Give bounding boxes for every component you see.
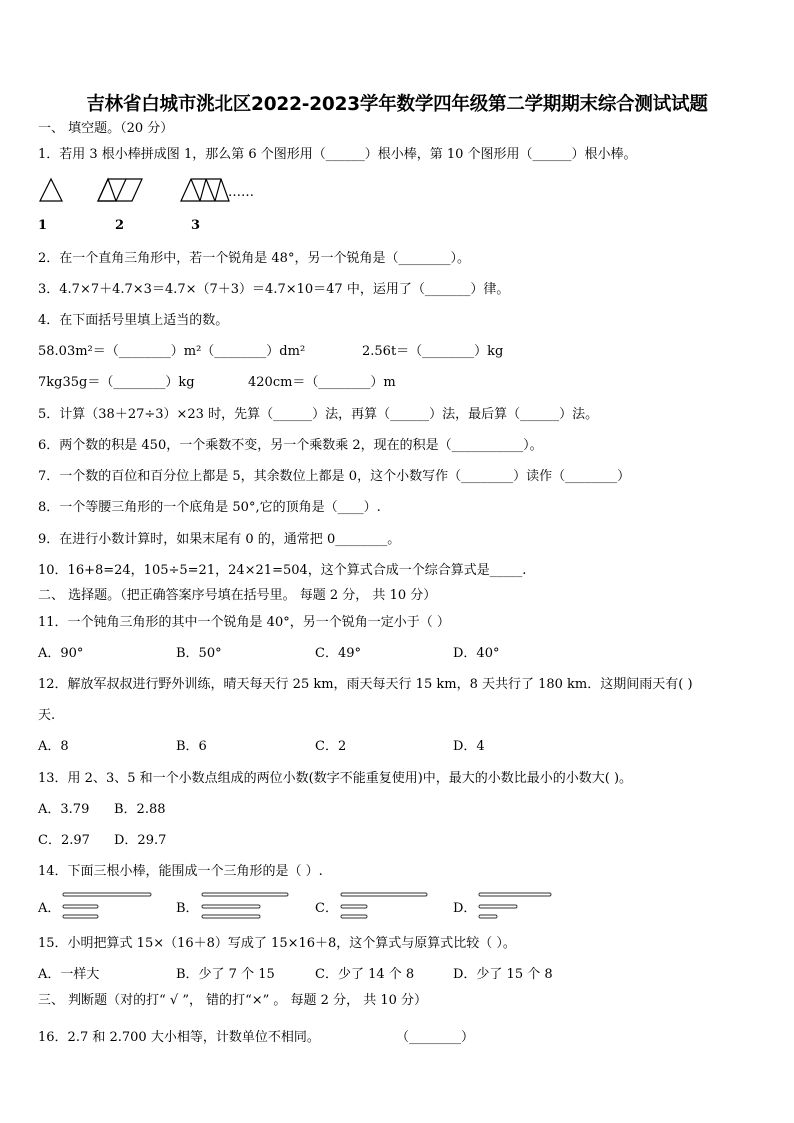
q11-option-a: A．90°: [38, 646, 84, 661]
figure-1-triangle: [40, 179, 62, 201]
question-12: 12．解放军叔叔进行野外训练，晴天每天行 25 km，雨天每天行 15 km，8 天共行了 180 km．这期间雨天有( ): [38, 677, 693, 692]
stick-c-3: [341, 915, 367, 918]
question-13: 13．用 2、3、5 和一个小数点组成的两位小数(数字不能重复使用)中，最大的小数比最小的小数大( )。: [38, 771, 633, 786]
q14-option-a: A．: [38, 901, 61, 916]
q14-option-b: B．: [176, 901, 199, 916]
question-9: 9．在进行小数计算时，如果末尾有 0 的，通常把 0________。: [38, 532, 401, 547]
q11-option-d: D．40°: [453, 646, 500, 661]
stick-c-2: [341, 905, 367, 908]
q15-option-d: D．少了 15 个 8: [453, 967, 553, 982]
question-14: 14．下面三根小棒，能围成一个三角形的是（ ）.: [38, 864, 323, 879]
question-10: 10．16+8=24，105÷5=21，24×21=504，这个算式合成一个综合算式是_____.: [38, 563, 527, 578]
question-5: 5．计算（38＋27÷3）×23 时，先算（______）法，再算（______）法，最后算（______）法。: [38, 407, 599, 422]
stick-a-3: [63, 915, 98, 918]
stick-a-1: [63, 893, 151, 896]
question-4-row-1a: 58.03m²＝（________）m²（________）dm²: [38, 344, 306, 359]
question-6: 6．两个数的积是 450，一个乘数不变，另一个乘数乘 2，现在的积是（___________）。: [38, 438, 543, 453]
stick-d-2: [479, 905, 517, 908]
question-1: 1．若用 3 根小棒拼成图 1，那么第 6 个图形用（______）根小棒，第 10 个图形用（______）根小棒。: [38, 147, 637, 162]
question-4-row-2a: 7kg35g＝（________）kg: [38, 375, 195, 390]
stick-b-2: [202, 905, 260, 908]
stick-a-2: [63, 905, 98, 908]
question-4-row-2b: 420cm＝（________）m: [248, 375, 396, 390]
q12-option-b: B．6: [176, 739, 207, 754]
q11-option-b: B．50°: [176, 646, 222, 661]
q15-option-a: A．一样大: [38, 967, 100, 982]
figure-ellipsis: ……: [228, 185, 254, 200]
page-title: 吉林省白城市洮北区2022-2023学年数学四年级第二学期期末综合测试试题: [86, 94, 708, 115]
stick-options-figure: [0, 888, 794, 928]
stick-b-3: [202, 915, 260, 918]
question-3: 3．4.7×7＋4.7×3＝4.7×（7＋3）＝4.7×10＝47 中，运用了（_______）律。: [38, 282, 510, 297]
section-fill-blank-heading: 一、 填空题。（20 分）: [38, 121, 174, 136]
stick-d-1: [479, 893, 551, 896]
section-judge-heading: 三、 判断题（对的打“ √ ”， 错的打“×” 。 每题 2 分， 共 10 分）: [38, 993, 428, 1008]
q11-option-c: C．49°: [315, 646, 361, 661]
question-16: 16．2.7 和 2.700 大小相等，计数单位不相同。: [38, 1030, 320, 1045]
q12-option-d: D．4: [453, 739, 485, 754]
q13-option-b: B．2.88: [114, 802, 166, 817]
figure-2-parallelogram: [98, 179, 142, 201]
q12-option-c: C．2: [315, 739, 347, 754]
question-4-row-1b: 2.56t＝（________）kg: [362, 344, 504, 359]
figure-label-3: 3: [191, 218, 201, 233]
section-choice-heading: 二、 选择题。（把正确答案序号填在括号里。 每题 2 分， 共 10 分）: [38, 588, 437, 603]
question-4: 4．在下面括号里填上适当的数。: [38, 313, 229, 328]
question-2: 2．在一个直角三角形中，若一个锐角是 48°，另一个锐角是（________）。: [38, 251, 470, 266]
q15-option-c: C．少了 14 个 8: [315, 967, 415, 982]
stick-d-3: [479, 915, 497, 918]
q12-option-a: A．8: [38, 739, 69, 754]
q14-option-c: C．: [315, 901, 338, 916]
question-12-cont: 天.: [38, 708, 56, 723]
q13-option-a: A．3.79: [38, 802, 90, 817]
figure-label-1: 1: [38, 218, 48, 233]
stick-b-1: [202, 893, 288, 896]
q14-option-d: D．: [453, 901, 477, 916]
q13-option-d: D．29.7: [114, 833, 167, 848]
question-7: 7．一个数的百位和百分位上都是 5，其余数位上都是 0，这个小数写作（________）读作（________）: [38, 469, 631, 484]
question-15: 15．小明把算式 15×（16＋8）写成了 15×16＋8，这个算式与原算式比较（ ）。: [38, 936, 516, 951]
figure-label-2: 2: [115, 218, 125, 233]
question-8: 8．一个等腰三角形的一个底角是 50°,它的顶角是（____）.: [38, 500, 381, 515]
q15-option-b: B．少了 7 个 15: [176, 967, 275, 982]
question-11: 11．一个钝角三角形的其中一个锐角是 40°，另一个锐角一定小于（ ）: [38, 615, 450, 630]
stick-c-1: [341, 893, 427, 896]
q13-option-c: C．2.97: [38, 833, 90, 848]
q16-answer-blank[interactable]: （________）: [396, 1030, 475, 1045]
